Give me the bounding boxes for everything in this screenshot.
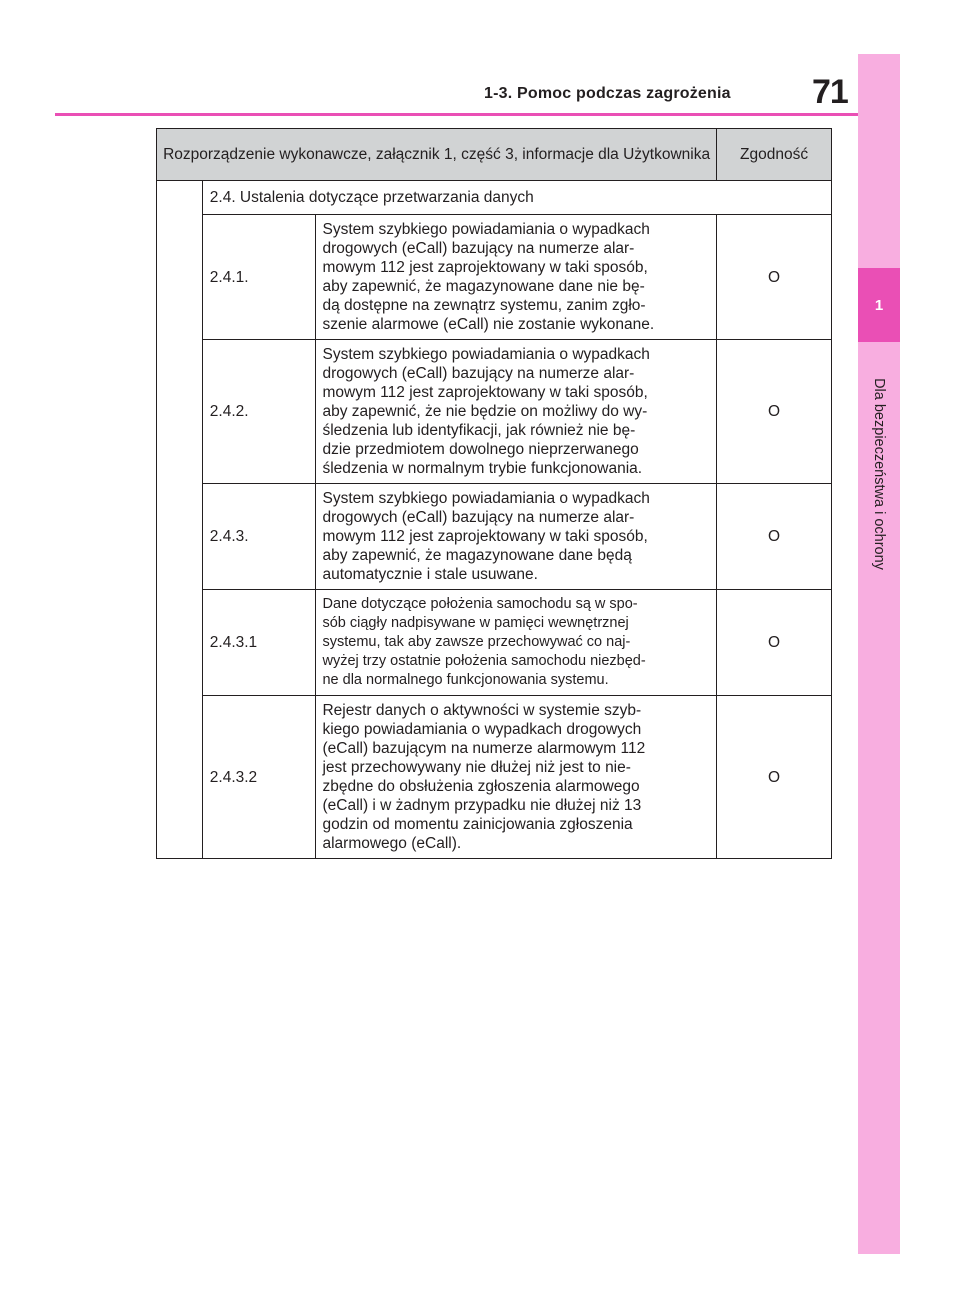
- table-row: [157, 484, 832, 590]
- regulation-table: [156, 128, 832, 859]
- row-id: 2.4.3.1: [202, 590, 316, 696]
- description-line: alarmowego (eCall).: [322, 835, 462, 852]
- description-line: automatycznie i stale usuwane.: [322, 566, 538, 583]
- section-heading-row: [157, 181, 832, 215]
- row-id: 2.4.2.: [202, 340, 316, 484]
- table-row: [157, 340, 832, 484]
- description-line: System szybkiego powiadamiania o wypadkach: [322, 490, 650, 507]
- chapter-number-badge: 1: [858, 268, 900, 342]
- row-description: [316, 696, 717, 859]
- description-line: Rejestr danych o aktywności w systemie szyb-: [322, 702, 642, 719]
- blank-margin-cell: [157, 181, 203, 859]
- description-line: (eCall) i w żadnym przypadku nie dłużej niż 13: [322, 797, 642, 814]
- chapter-title-vertical: Dla bezpieczeństwa i ochrony: [871, 378, 887, 570]
- description-line: aby zapewnić, że nie będzie on możliwy do wy-: [322, 403, 648, 420]
- table-row: [157, 215, 832, 340]
- description-line: drogowych (eCall) bazujący na numerze alar-: [322, 509, 635, 526]
- description-line: aby zapewnić, że magazynowane dane nie bę-: [322, 278, 645, 295]
- section-title: 1-3. Pomoc podczas zagrożenia: [484, 85, 731, 102]
- row-compliance: O: [717, 215, 832, 340]
- description-line: godzin od momentu zainicjowania zgłoszenia: [322, 816, 633, 833]
- description-line: kiego powiadamiania o wypadkach drogowych: [322, 721, 642, 738]
- row-compliance: O: [717, 590, 832, 696]
- table-row: [157, 696, 832, 859]
- row-id: 2.4.3.: [202, 484, 316, 590]
- description-line: śledzenia w normalnym trybie funkcjonowania.: [322, 460, 643, 477]
- header-rule: [55, 113, 858, 116]
- description-line: mowym 112 jest zaprojektowany w taki sposób,: [322, 528, 648, 545]
- row-compliance: O: [717, 484, 832, 590]
- row-id: 2.4.1.: [202, 215, 316, 340]
- description-line: dą dostępne na zewnątrz systemu, zanim zgło-: [322, 297, 646, 314]
- header-compliance: Zgodność: [717, 129, 832, 181]
- description-line: System szybkiego powiadamiania o wypadkach: [322, 346, 650, 363]
- description-line: szenie alarmowe (eCall) nie zostanie wykonane.: [322, 316, 655, 333]
- description-line: ne dla normalnego funkcjonowania systemu.: [322, 672, 609, 688]
- table-row: [157, 590, 832, 696]
- row-description: [316, 340, 717, 484]
- table-header-row: [157, 129, 832, 181]
- description-line: (eCall) bazującym na numerze alarmowym 112: [322, 740, 646, 757]
- row-description: [316, 484, 717, 590]
- description-line: sób ciągły nadpisywane w pamięci wewnętrznej: [322, 615, 629, 631]
- description-line: zbędne do obsłużenia zgłoszenia alarmowego: [322, 778, 640, 795]
- description-line: mowym 112 jest zaprojektowany w taki sposób,: [322, 384, 648, 401]
- description-line: dzie przedmiotem dowolnego nieprzerwanego: [322, 441, 639, 458]
- row-compliance: O: [717, 696, 832, 859]
- row-compliance: O: [717, 340, 832, 484]
- description-line: śledzenia lub identyfikacji, jak również nie bę-: [322, 422, 636, 439]
- row-id: 2.4.3.2: [202, 696, 316, 859]
- chapter-side-tab: [858, 54, 900, 1254]
- description-line: jest przechowywany nie dłużej niż jest to nie-: [322, 759, 631, 776]
- description-line: System szybkiego powiadamiania o wypadkach: [322, 221, 650, 238]
- row-description: [316, 590, 717, 696]
- section-heading: 2.4. Ustalenia dotyczące przetwarzania danych: [202, 181, 831, 215]
- description-line: aby zapewnić, że magazynowane dane będą: [322, 547, 632, 564]
- description-line: wyżej trzy ostatnie położenia samochodu niezbęd-: [322, 653, 646, 669]
- description-line: drogowych (eCall) bazujący na numerze alar-: [322, 240, 635, 257]
- description-line: mowym 112 jest zaprojektowany w taki sposób,: [322, 259, 648, 276]
- description-line: drogowych (eCall) bazujący na numerze alar-: [322, 365, 635, 382]
- description-line: Dane dotyczące położenia samochodu są w spo-: [322, 596, 638, 612]
- header-regulation: Rozporządzenie wykonawcze, załącznik 1, część 3, informacje dla Użytkownika: [157, 129, 717, 181]
- description-line: systemu, tak aby zawsze przechowywać co naj-: [322, 634, 631, 650]
- row-description: [316, 215, 717, 340]
- page-number: 71: [812, 73, 848, 111]
